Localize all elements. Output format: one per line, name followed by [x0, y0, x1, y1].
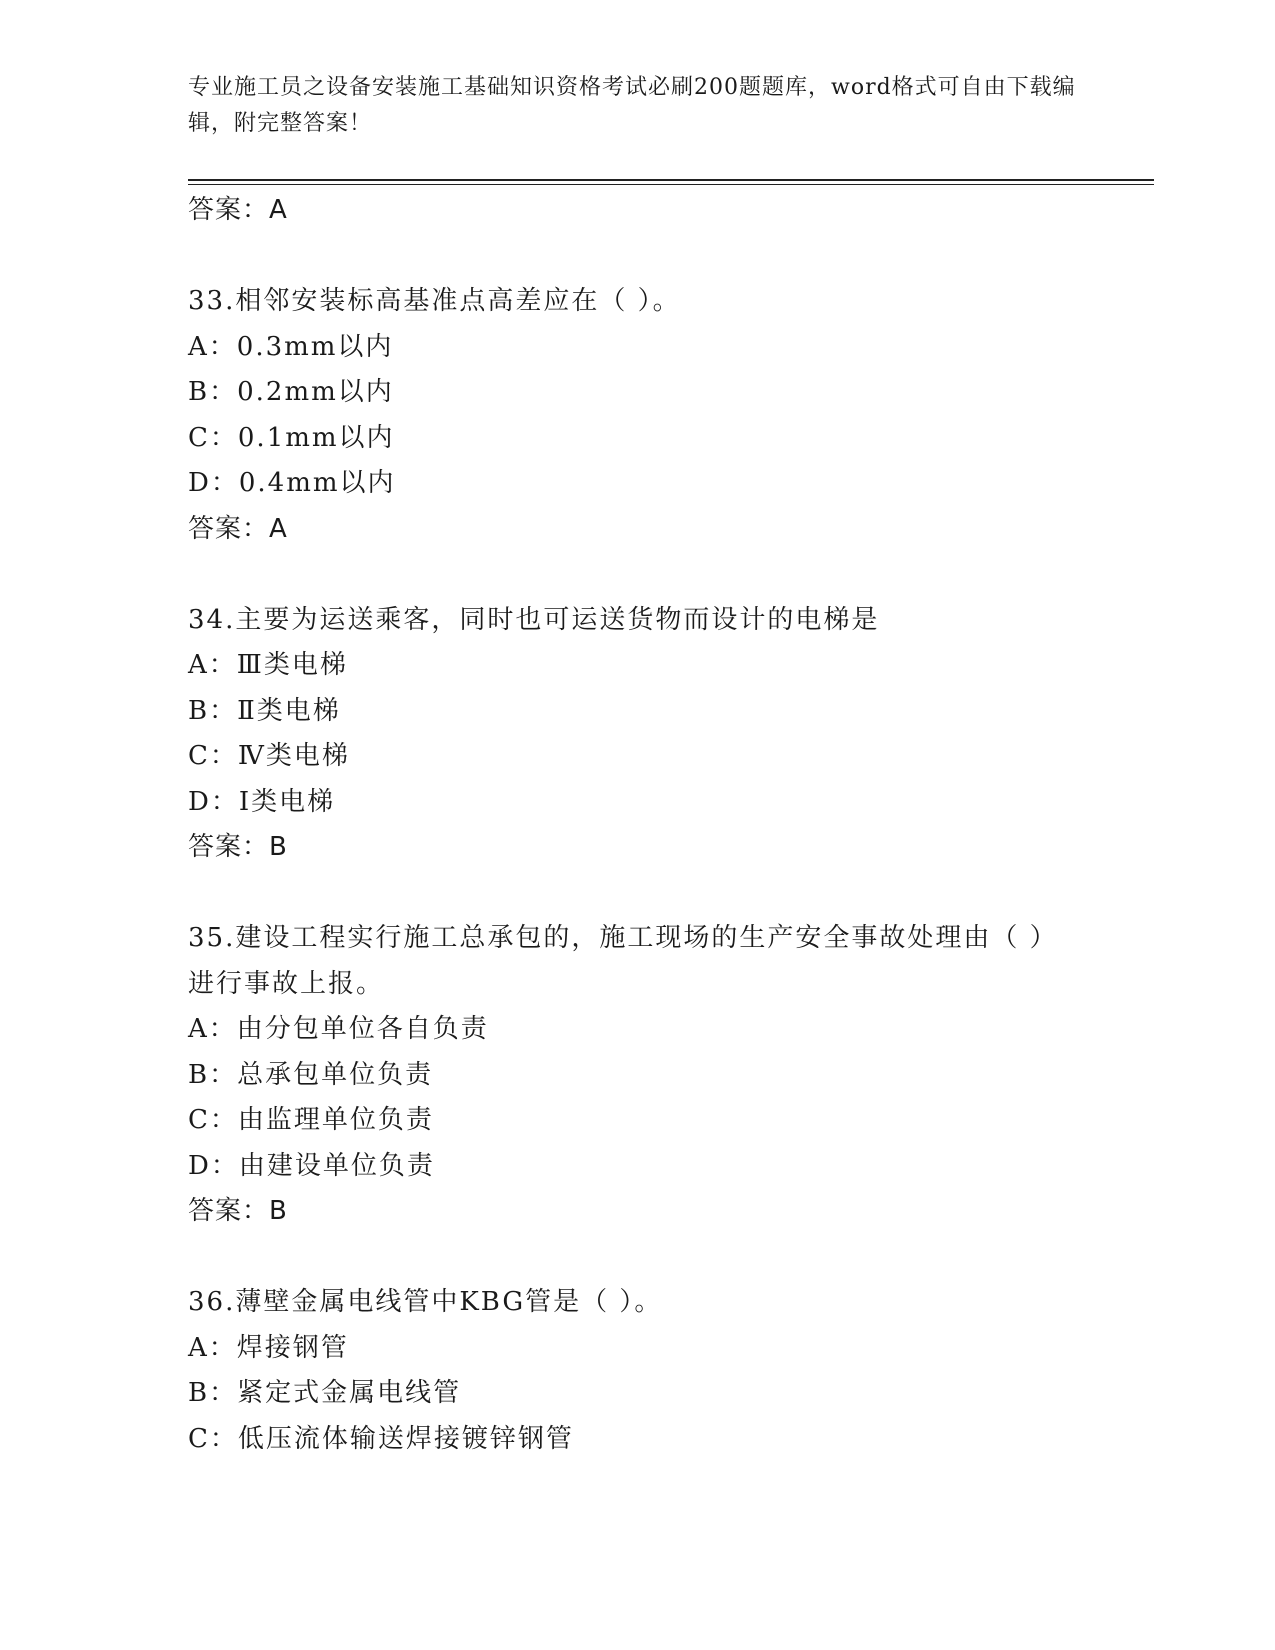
option-b: B：0.2mm以内: [188, 377, 394, 407]
document-header: 专业施工员之设备安装施工基础知识资格考试必刷200题题库，word格式可自由下载编辑，附完整答案！: [188, 75, 1076, 136]
option-d: D：由建设单位负责: [188, 1150, 435, 1181]
header-divider-thin: [188, 184, 1154, 185]
question-block: [188, 598, 1088, 871]
question-block: [188, 279, 1088, 552]
option-d: D：Ⅰ类电梯: [188, 786, 336, 817]
option-a: A：由分包单位各自负责: [188, 1014, 489, 1044]
header-divider-thick: [188, 179, 1154, 181]
option-b: B：紧定式金属电线管: [188, 1378, 462, 1408]
question-block: [188, 916, 1088, 1235]
question-stem: 34.主要为运送乘客，同时也可运送货物而设计的电梯是: [188, 604, 880, 635]
answer-line: 答案：B: [188, 1196, 288, 1226]
answer-line: 答案：A: [188, 195, 288, 225]
spacer: [188, 552, 1088, 598]
spacer: [188, 234, 1088, 280]
option-c: C：Ⅳ类电梯: [188, 741, 350, 771]
question-stem: 33.相邻安装标高基准点高差应在（ ）。: [188, 286, 681, 316]
spacer: [188, 1235, 1088, 1281]
question-stem: 36.薄壁金属电线管中KBG管是（ ）。: [188, 1287, 663, 1317]
option-c: C：低压流体输送焊接镀锌钢管: [188, 1423, 574, 1454]
answer-line: 答案：A: [188, 513, 288, 544]
option-c: C：由监理单位负责: [188, 1105, 434, 1135]
option-a: A：Ⅲ类电梯: [188, 650, 348, 680]
question-list: [188, 188, 1088, 1462]
option-a: A：焊接钢管: [188, 1332, 349, 1363]
option-b: B：Ⅱ类电梯: [188, 695, 341, 726]
option-b: B：总承包单位负责: [188, 1059, 434, 1090]
option-c: C：0.1mm以内: [188, 422, 395, 453]
spacer: [188, 871, 1088, 917]
answer-line: 答案：B: [188, 832, 288, 862]
option-a: A：0.3mm以内: [188, 331, 394, 362]
question-stem: 35.建设工程实行施工总承包的，施工现场的生产安全事故处理由（ ）进行事故上报。: [188, 923, 1045, 999]
option-d: D：0.4mm以内: [188, 468, 396, 498]
question-block: [188, 1280, 1088, 1462]
